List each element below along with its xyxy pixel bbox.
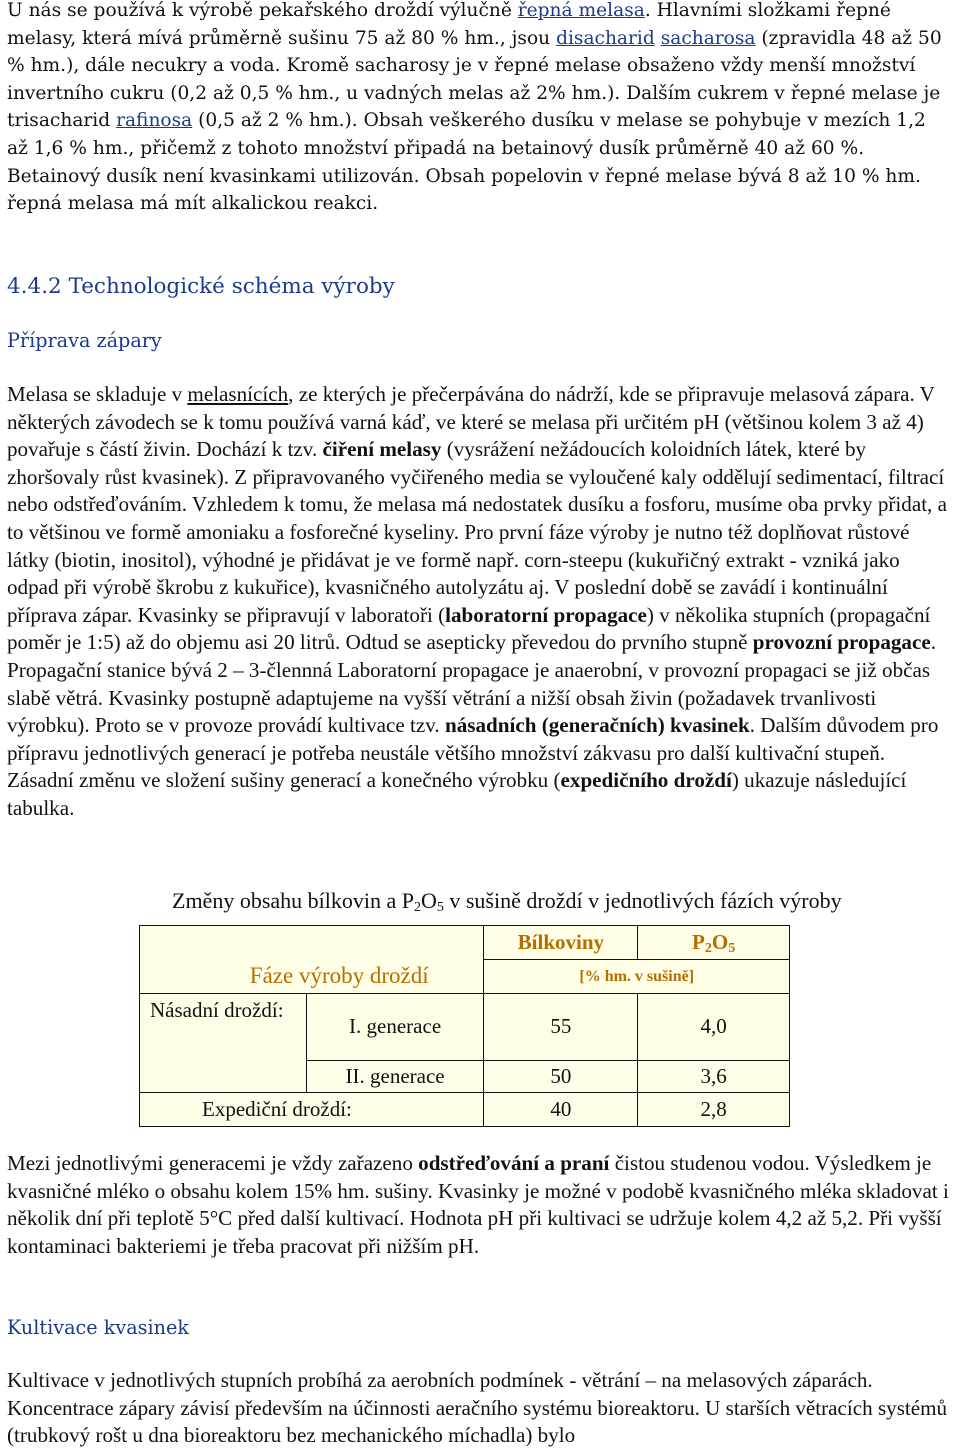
term-laboratorni-propagace: laboratorní propagace [445,602,647,627]
subheading-priprava-zapary: Příprava zápary [7,329,162,352]
link-rafinosa[interactable]: rafinosa [116,110,193,132]
row-p2o5: 4,0 [638,994,790,1061]
odstredovani-paragraph: Mezi jednotlivými generacemi je vždy zařazeno odstřeďování a praní čistou studenou vodou. Výsledkem je kvasničné mléko o obsahu kolem 15% hm. sušiny. Kvasinky je možné v podobě kvasničného mléka skladovat i několik dní při teplotě 5°C před další kultivací. Hodnota pH při kultivaci se udržuje kolem 4,2 až 5,2. Při vyšší kontaminaci bakteriemi je třeba pracovat při nižším pH. [7,1151,949,1258]
term-cireni-melasy: čiření melasy [322,437,442,462]
header-p2o5: $P_2O_5$ [638,926,790,960]
link-disacharid[interactable]: disacharid [556,27,655,49]
header-bilkoviny: Bílkoviny [484,926,638,960]
row-label: Expediční droždí: [140,1093,484,1127]
row-bilkoviny: 50 [484,1061,638,1093]
subheading-kultivace: Kultivace kvasinek [7,1316,189,1339]
term-provozni-propagace: provozní propagace [752,630,931,655]
table-caption: Změny obsahu bílkovin a $P_2O_5$ v sušině droždí v jednotlivých fázích výroby [172,888,842,915]
row-bilkoviny: 40 [484,1093,638,1127]
row-label: II. generace [306,1061,484,1093]
kultivace-paragraph: Kultivace v jednotlivých stupních probíhá za aerobních podmínek - větrání – na melasových záparách. Koncentrace zápary závisí především na účinnosti aeračního systému bioreaktoru. U starších větracích systémů (trubkový rošt u dna bioreaktoru bez mechanického míchadla) bylo [7,1368,948,1448]
term-melasnicich: melasnících [187,382,289,406]
row-label: I. generace [306,994,484,1061]
term-expedicni-drozdi: expedičního droždí [560,768,732,793]
header-unit: [% hm. v sušině] [484,960,790,994]
link-repna-melasa[interactable]: řepná melasa [517,0,645,21]
term-nasadni-kvasinky: násadních (generačních) kvasinek [444,713,750,738]
composition-table [139,925,790,1127]
faze-header: Fáze výroby droždí [140,926,484,994]
priprava-paragraph: Melasa se skladuje v melasnících, ze kterých je přečerpávána do nádrží, kde se připravuje melasová zápara. V některých závodech se k tomu používá varná káď, ve které se melasa při určitém pH (většinou kolem 3 až 4) povařuje s částí živin. Dochází k tzv. čiření melasy (vysrážení nežádoucích koloidních látek, které by zhoršovaly růst kvasinek). Z připravovaného vyčiřeného media se vyloučené kaly oddělují sedimentací, filtrací nebo odstřeďováním. Vzhledem k tomu, že melasa má nedostatek dusíku a fosforu, musíme oba prvky přidat, a to většinou ve formě amoniaku a fosforečné kyseliny. Pro první fáze výroby je nutno též doplňovat růstové látky (biotin, inositol), výhodné je přidávat je ve formě např. corn-steepu (kukuřičný extrakt - vzniká jako odpad při výrobě škrobu z kukuřice), kvasničného autolyzátu aj. V poslední době se zavádí i kontinuální příprava zápar. Kvasinky se připravují v laboratoři (laboratorní propagace) v několika stupních (propagační poměr je 1:5) až do objemu asi 20 litrů. Odtud se asepticky převedou do prvního stupně provozní propagace. Propagační stanice bývá 2 – 3-člennná Laboratorní propagace je anaerobní, v provozní propagaci se již občas slabě větrá. Kvasinky postupně adaptujeme na vyšší větrání a nižší obsah živin (požadavek trvanlivosti výrobku). Proto se v provoze provádí kultivace tzv. násadních (generačních) kvasinek. Dalším důvodem pro přípravu jednotlivých generací je potřeba neustále většího množství zákvasu pro další kultivační stupeň. Zásadní změnu ve složení sušiny generací a konečného výrobku (expedičního droždí) ukazuje následující tabulka. [7,382,947,820]
link-sacharosa[interactable]: sacharosa [660,27,756,49]
row-bilkoviny: 55 [484,994,638,1061]
intro-paragraph: U nás se používá k výrobě pekařského droždí výlučně řepná melasa. Hlavními složkami řepné melasy, která mívá průměrně sušinu 75 až 80 % hm., jsou disacharid sacharosa (zpravidla 48 až 50 % hm.), dále necukry a voda. Kromě sacharosy je v řepné melase obsaženo vždy menší množství invertního cukru (0,2 až 0,5 % hm., u vadných melas až 2% hm.). Dalším cukrem v řepné melase je trisacharid rafinosa (0,5 až 2 % hm.). Obsah veškerého dusíku v melase se pohybuje v mezích 1,2 až 1,6 % hm., přičemž z tohoto množství připadá na betainový dusík průměrně 40 až 60 %. Betainový dusík není kvasinkami utilizován. Obsah popelovin v řepné melase bývá 8 až 10 % hm. řepná melasa má mít alkalickou reakci. [7,0,942,215]
term-odstredovani: odstřeďování a praní [418,1151,610,1175]
row-p2o5: 3,6 [638,1061,790,1093]
row-p2o5: 2,8 [638,1093,790,1127]
section-heading: 4.4.2 Technologické schéma výroby [7,274,395,299]
nasadni-label: Násadní droždí: [140,994,307,1093]
